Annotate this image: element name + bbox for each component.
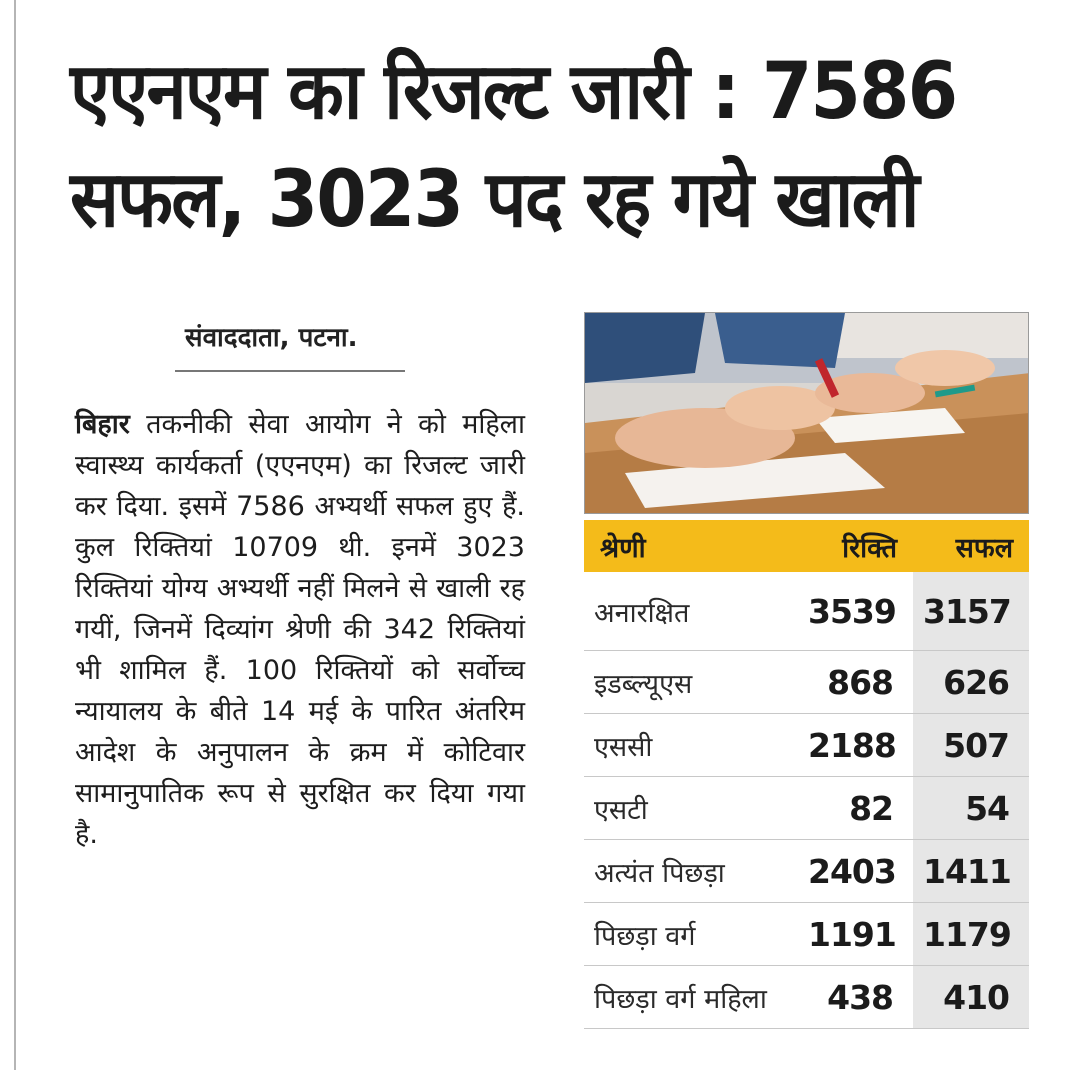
- header-category: श्रेणी: [584, 520, 798, 572]
- category-cell: पिछड़ा वर्ग: [584, 903, 798, 966]
- table-row: [584, 714, 1029, 777]
- byline-divider: [175, 370, 405, 372]
- table-header-row: [584, 520, 1029, 572]
- body-text: तकनीकी सेवा आयोग ने को महिला स्वास्थ्य कार्यकर्ता (एएनएम) का रिजल्ट जारी कर दिया. इसमें 7586 अभ्यर्थी सफल हुए हैं. कुल रिक्तियां 10709 थी. इनमें 3023 रिक्तियां योग्य अभ्यर्थी नहीं मिलने से खाली रह गयीं, जिनमें दिव्यांग श्रेणी की 342 रिक्तियां भी शामिल हैं. 100 रिक्तियों को सर्वोच्च न्यायालय के बीते 14 मई के पारित अंतरिम आदेश के अनुपालन के क्रम में कोटिवार सामानुपातिक रूप से सुरक्षित कर दिया गया है.: [75, 409, 525, 850]
- category-cell: एसटी: [584, 777, 798, 840]
- vacancy-cell: 1191: [798, 903, 913, 966]
- exam-hands-photo: [584, 312, 1029, 514]
- successful-cell: 1411: [913, 840, 1029, 903]
- article-body: [75, 404, 525, 855]
- table-row: [584, 840, 1029, 903]
- successful-cell: 410: [913, 966, 1029, 1029]
- lead-word: बिहार: [75, 409, 130, 440]
- successful-cell: 626: [913, 651, 1029, 714]
- table-row: [584, 777, 1029, 840]
- header-vacancy: रिक्ति: [798, 520, 913, 572]
- photo-illustration: [585, 313, 1029, 514]
- header-successful: सफल: [913, 520, 1029, 572]
- category-cell: पिछड़ा वर्ग महिला: [584, 966, 798, 1029]
- successful-cell: 1179: [913, 903, 1029, 966]
- byline: संवाददाता, पटना.: [185, 323, 358, 353]
- headline: एएनएम का रिजल्ट जारी : 7586 सफल, 3023 पद रह गये खाली: [70, 47, 957, 245]
- table-row: [584, 903, 1029, 966]
- category-cell: इडब्ल्यूएस: [584, 651, 798, 714]
- vacancy-cell: 2403: [798, 840, 913, 903]
- vacancy-cell: 868: [798, 651, 913, 714]
- category-cell: एससी: [584, 714, 798, 777]
- vacancy-cell: 438: [798, 966, 913, 1029]
- vacancy-cell: 3539: [798, 572, 913, 651]
- vacancy-cell: 82: [798, 777, 913, 840]
- table-row: [584, 651, 1029, 714]
- vacancy-results-table: [584, 520, 1029, 1029]
- successful-cell: 3157: [913, 572, 1029, 651]
- table-row: [584, 572, 1029, 651]
- successful-cell: 54: [913, 777, 1029, 840]
- category-cell: अनारक्षित: [584, 572, 798, 651]
- vacancy-cell: 2188: [798, 714, 913, 777]
- category-cell: अत्यंत पिछड़ा: [584, 840, 798, 903]
- page-edge-rule: [14, 0, 16, 1070]
- table-row: [584, 966, 1029, 1029]
- successful-cell: 507: [913, 714, 1029, 777]
